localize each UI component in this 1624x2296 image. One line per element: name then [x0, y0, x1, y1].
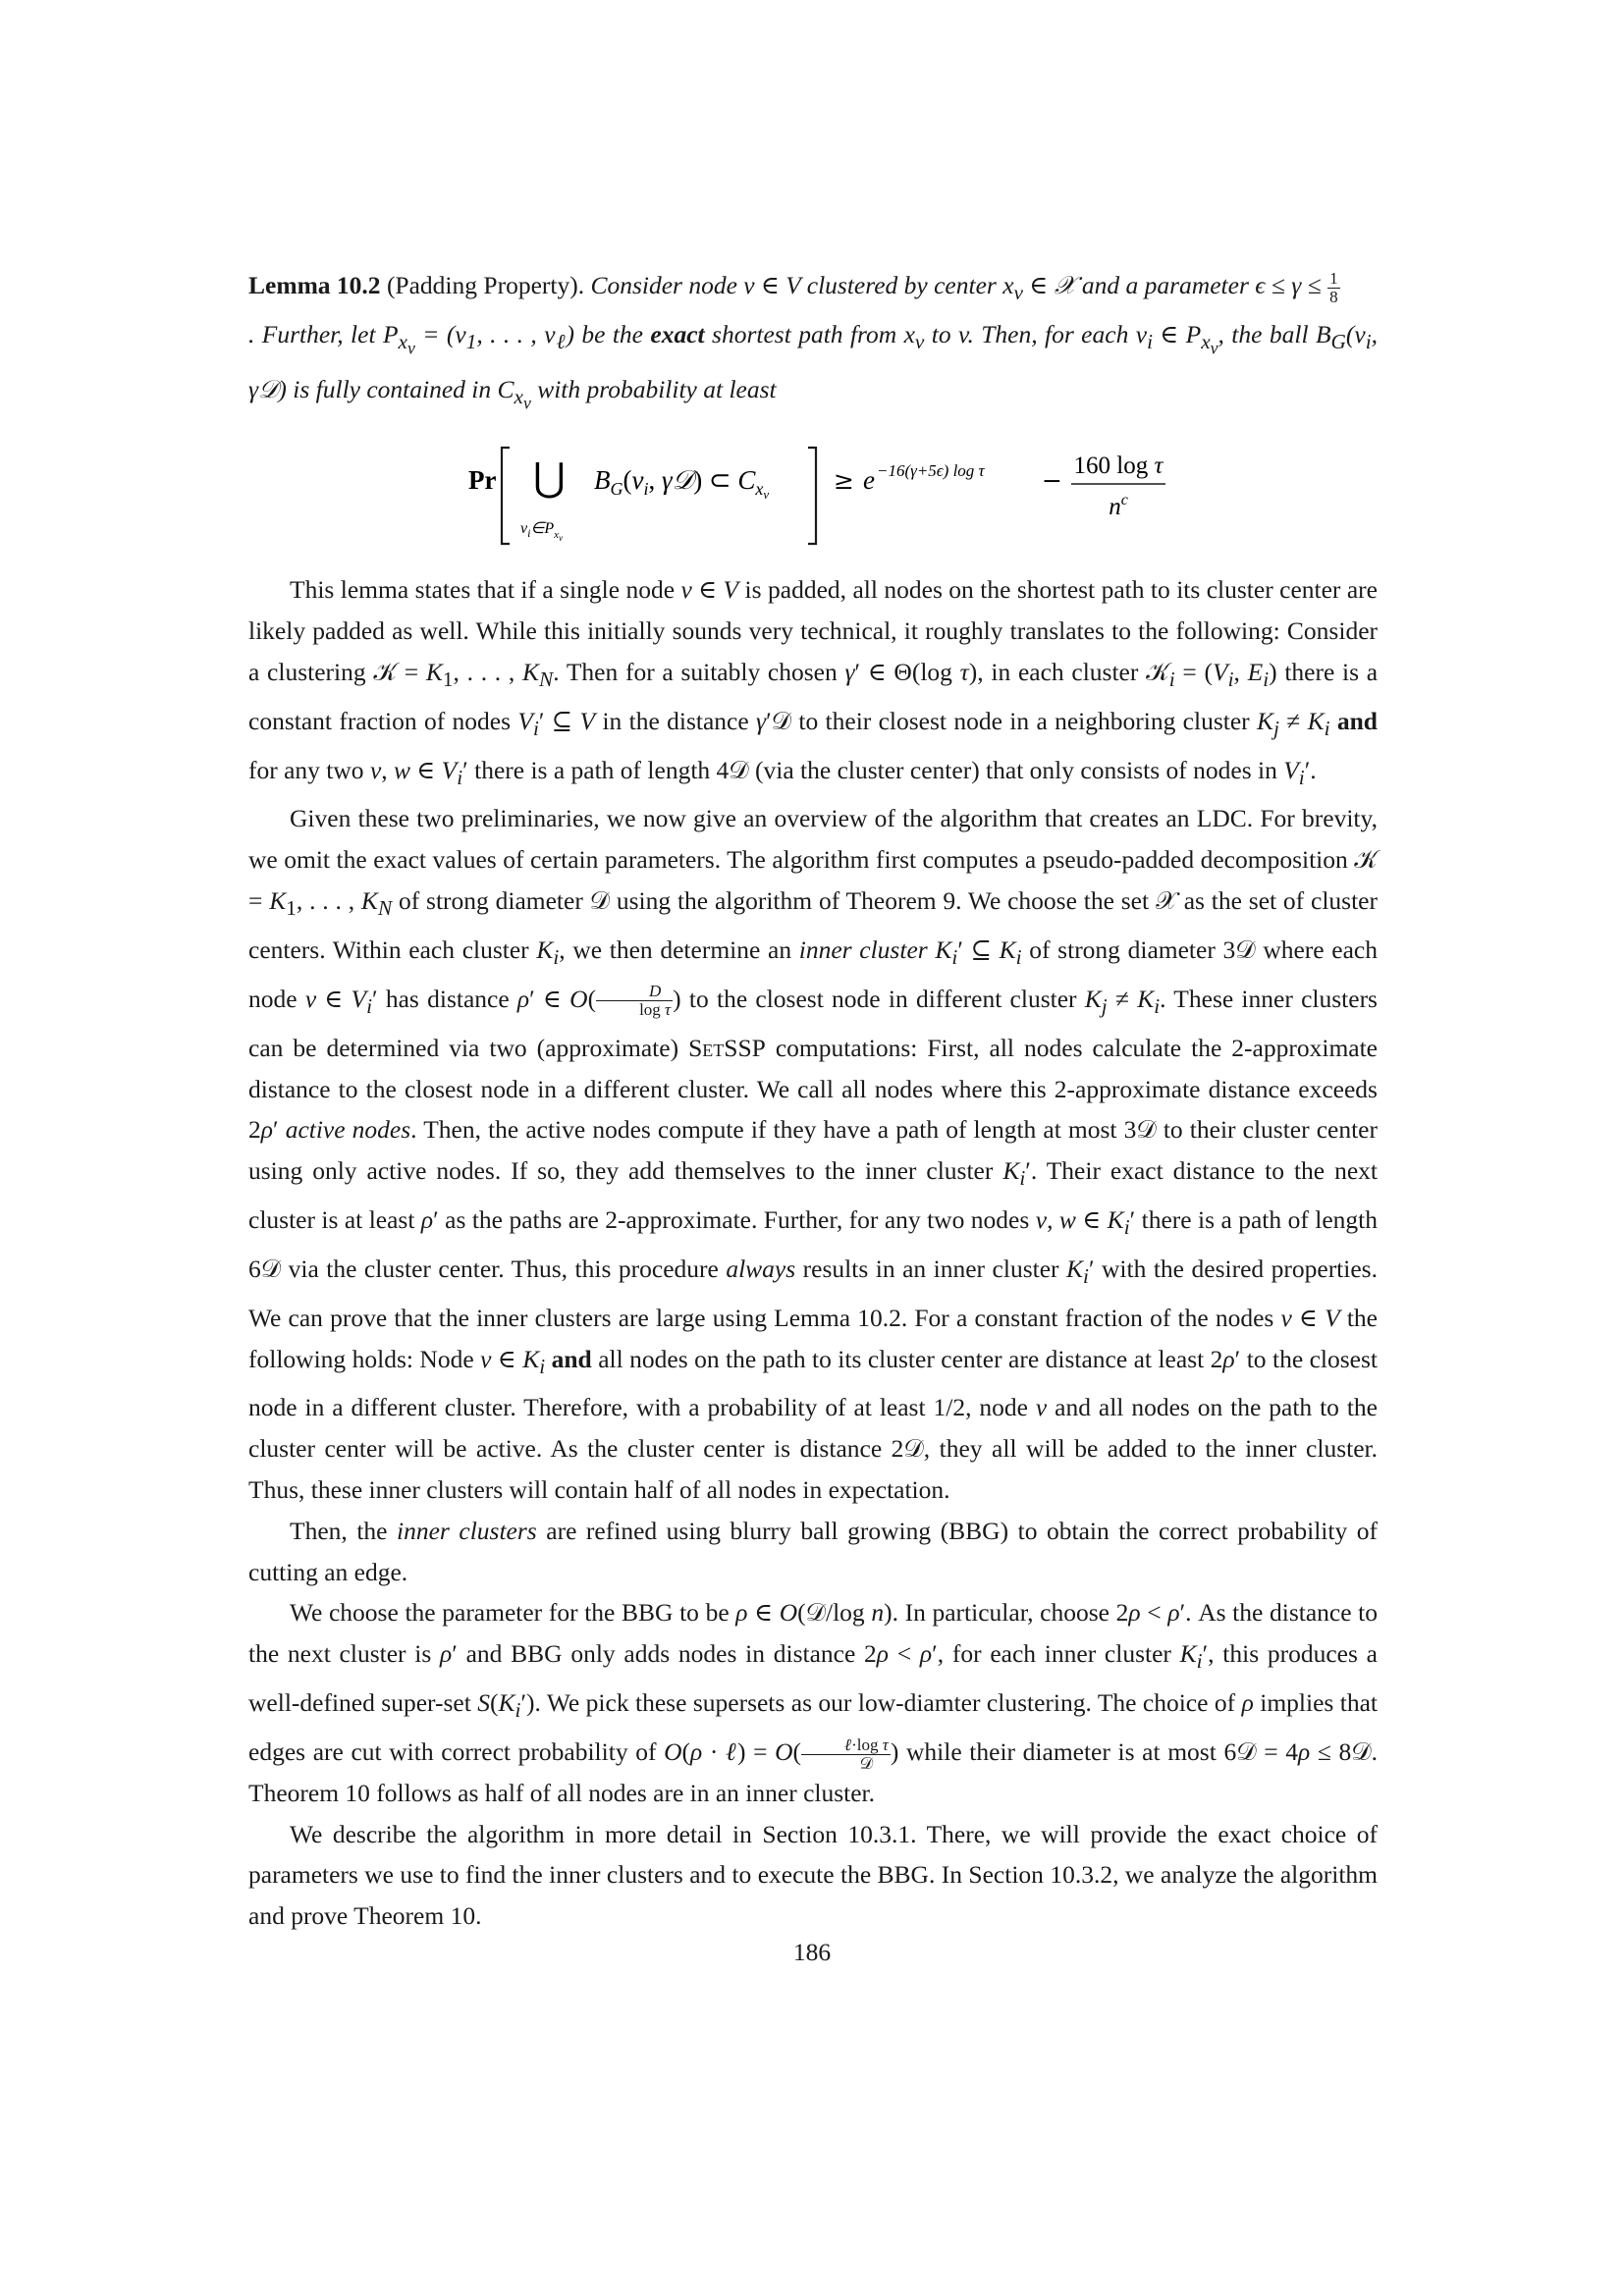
equation-pr: Pr	[468, 465, 497, 496]
lemma-exact-word: exact	[650, 319, 705, 348]
paragraph-5: We describe the algorithm in more detail in Section 10.3.1. There, we will provide the exact choice of parameters we use to find the inner clusters and to execute the BBG. In Section 10.3.2, we analyze the algorithm and prove Theorem 10.	[248, 1819, 1378, 1931]
right-bracket	[808, 448, 816, 544]
equation-geq: ≥	[834, 466, 854, 496]
paragraph-3: Then, the inner clusters are refined using blurry ball growing (BBG) to obtain the correct probability of cutting an edge.	[248, 1516, 1378, 1586]
lemma-text-1: Consider node v ∈ V clustered by center $x_v$ ∈ 𝒳 and a parameter ϵ ≤ γ ≤	[590, 271, 1328, 305]
equation-body: $B_G(v_i$, γ𝒟) ⊂ $C_xv$	[594, 465, 770, 503]
paragraph-2: Given these two preliminaries, we now give an overview of the algorithm that creates an LDC. For brevity, we omit the exact values of certain parameters. The algorithm first computes a pseudo-padded decomposition 𝒦 = $K_1$, . . . , $K_N$ of strong diameter 𝒟 using the algorithm of Theorem 9. We choose the set 𝒳 as the set of cluster centers. Within each cluster $K_i$, we then determine an inner cluster $K_i'$ ⊆ $K_i$ of strong diameter 3𝒟 where each node v ∈ $V_i'$ has distance ρ′ ∈ O( $\frac{D}{\text{log τ}}$ ) to the closest node in different cluster $K_j \ne K_i$. These inner clusters can be determined via two (approximate) SetSSP computations: First, all nodes calculate the 2-approximate distance to the closest node in a different cluster. We call all nodes where this 2-approximate distance exceeds 2ρ′ active nodes. Then, the active nodes compute if they have a path of length at most 3𝒟 to their cluster center using only active nodes. If so, they add themselves to the inner cluster $K_i'$. Their exact distance to the next cluster is at least ρ′ as the paths are 2-approximate. Further, for any two nodes v, w ∈ $K_i'$ there is a path of length 6𝒟 via the cluster center. Thus, this procedure always results in an inner cluster $K_i'$ with the desired properties. We can prove that the inner clusters are large using Lemma 10.2. For a constant fraction of the nodes v ∈ V the following holds: Node v ∈ $K_i$ and all nodes on the path to its cluster center are distance at least 2ρ′ to the closest node in a different cluster. Therefore, with a probability of at least 1/2, node v and all nodes on the path to the cluster center will be active. As the cluster center is distance 2𝒟, they all will be added to the inner cluster. Thus, these inner clusters will contain half of all nodes in expectation.	[248, 804, 1379, 1505]
lemma-text-2: . Further, let $P_{x_v} = (v_1$, . . . , $v_\ell$) be the exact shortest path from $x_v$ to v. Then, for each $v_i$ ∈ $P_{x_v}$, the ball $B_G(v_i$, γ𝒟) is fully contained in $C_{x_v}$ with probability at least	[248, 319, 1378, 413]
lemma-fraction: $\frac{1}{8}$	[1329, 268, 1338, 306]
rho-fraction: $\frac{D}{\text{log τ}}$	[596, 983, 673, 1019]
lemma-statement	[248, 265, 1378, 424]
union-symbol: ⋃	[533, 455, 566, 502]
paragraph-1: This lemma states that if a single node v ∈ V is padded, all nodes on the shortest path to its cluster center are likely padded as well. While this initially sounds very technical, it roughly translates to the following: Consider a clustering 𝒦 = $K_1$, . . . , $K_N$. Then for a suitably chosen γ′ ∈ Θ(log τ), in each cluster 𝒦$_i$ = ($V_i$, $E_i$) there is a constant fraction of nodes $V_i'$ ⊆ V in the distance γ′𝒟 to their closest node in a neighboring cluster $K_j \ne K_i$ and for any two v, w ∈ $V_i'$ there is a path of length 4𝒟 (via the cluster center) that only consists of nodes in $V_i'$.	[248, 575, 1379, 789]
equation-exp-power: −16(γ+5ϵ) log τ	[877, 461, 985, 481]
equation-svg	[248, 430, 1378, 567]
padding-equation	[248, 430, 1378, 567]
equation-exp-base: e	[863, 465, 875, 496]
edge-cut-fraction: $\frac{\text{ℓ·log τ}}{\text{𝒟}}$	[801, 1736, 891, 1773]
equation-frac-num: 160 log τ	[1073, 453, 1164, 480]
paragraph-4: We choose the parameter for the BBG to be ρ ∈ O(𝒟/log n). In particular, choose 2ρ < ρ′. As the distance to the next cluster is ρ′ and BBG only adds nodes in distance 2ρ < ρ′, for each inner cluster $K_i'$, this produces a well-defined super-set $S(K_i')$. We pick these supersets as our low-diamter clustering. The choice of ρ implies that edges are cut with correct probability of O(ρ · ℓ) = O( $\frac{\text{ℓ·log τ}}{\text{𝒟}}$ ) while their diameter is at most 6𝒟 = 4ρ ≤ 8𝒟. Theorem 10 follows as half of all nodes are in an inner cluster.	[248, 1598, 1379, 1807]
lemma-name: (Padding Property).	[386, 271, 585, 299]
equation-frac-den: $n^c$	[1109, 492, 1128, 521]
union-subscript: $v_i\in P_xv$	[520, 520, 564, 544]
page-body	[248, 265, 1378, 1937]
equation-minus: −	[1042, 466, 1062, 496]
lemma-label: Lemma 10.2	[248, 271, 381, 299]
left-bracket	[502, 448, 510, 544]
page-number: 186	[792, 1938, 832, 1966]
